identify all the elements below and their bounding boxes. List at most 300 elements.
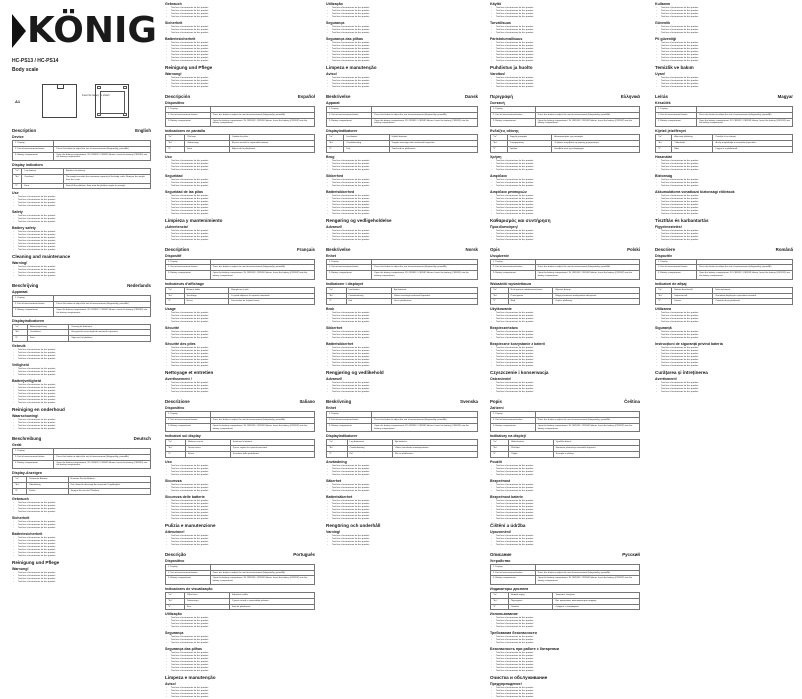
- table-cell: Surcharge: [184, 293, 229, 299]
- table-cell: Schwache Batterie: [27, 477, 68, 483]
- list-item: - Text line of instructions for this product.: [496, 541, 640, 544]
- table-cell: "Err": [327, 293, 347, 299]
- table-cell: "0": [166, 451, 186, 457]
- section-heading: Kullanım: [655, 2, 671, 6]
- table-cell: 1. Display: [166, 259, 211, 265]
- list-item: - Text line of instructions for this product.: [332, 213, 478, 216]
- list-item: - Text line of instructions for this product.: [171, 32, 315, 35]
- list-item: - Text line of instructions for this product.: [332, 334, 478, 337]
- table-cell: Le poids dépasse la capacité maximale.: [229, 293, 315, 299]
- list-item: - Text line of instructions for this product.: [661, 166, 793, 169]
- language-section-header: [490, 94, 640, 99]
- list-item: - Text line of instructions for this product.: [661, 26, 793, 29]
- list-item: - Text line of instructions for this product.: [332, 544, 478, 547]
- language-section: [326, 94, 478, 242]
- list-item: - Text line of instructions for this product.: [332, 538, 478, 541]
- table-cell: Vervang de batterijen.: [69, 324, 151, 330]
- list-item: - Text line of instructions for this product.: [18, 578, 151, 581]
- list-item: - Text line of instructions for this product.: [171, 77, 315, 80]
- indicators-heading: Indicateurs d'affichage: [165, 281, 204, 286]
- language-section: [12, 283, 151, 431]
- list-item: - Text line of instructions for this product.: [171, 670, 315, 673]
- device-heading: Apparaat: [12, 290, 28, 295]
- language-section: [490, 94, 640, 242]
- section-heading: Gebrauch: [12, 496, 29, 501]
- table-cell: Open the battery compartment. 3V CR2032 / CR2032 lithium. Insert the battery (CR2032) into the battery compartment.: [372, 118, 478, 127]
- section-heading: Puhdistus ja huolto: [490, 65, 533, 70]
- table-cell: Fejl: [344, 146, 389, 152]
- table-cell: Вес превышает максимальную нагрузку.: [553, 598, 640, 604]
- bullet-list: [332, 42, 478, 63]
- list-item: - Text line of instructions for this product.: [496, 51, 640, 54]
- device-table: [490, 411, 640, 432]
- table-cell: 1. Display: [656, 107, 697, 113]
- list-item: - Text line of instructions for this product.: [496, 195, 640, 198]
- product-name: Body scale: [12, 67, 39, 73]
- section-heading: Utilização: [326, 2, 343, 6]
- table-cell: A súly meghaladja a maximális kapacitást.: [713, 140, 793, 146]
- device-heading: Dispositivo: [165, 406, 185, 411]
- section-heading: Nettoyage et entretien: [165, 370, 214, 376]
- section-heading: Cleaning and maintenance: [12, 254, 71, 260]
- section-heading: Warning!: [12, 261, 28, 266]
- list-item: - Text line of instructions for this product.: [496, 667, 640, 670]
- section-heading: Batterisikkerhet: [326, 342, 354, 347]
- bullet-list: [171, 26, 315, 35]
- list-item: - Text line of instructions for this product.: [171, 474, 315, 477]
- model-number: HC-PS13 / HC-PS14: [12, 58, 59, 64]
- device-heading: Dispositivo: [165, 101, 185, 105]
- language-section: [12, 128, 151, 278]
- section-heading: Warnung!: [165, 72, 182, 76]
- section-heading: Bezpieczeństwo: [490, 326, 518, 331]
- list-item: - Text line of instructions for this product.: [171, 512, 315, 515]
- list-item: - Text line of instructions for this product.: [496, 617, 640, 620]
- table-row: [13, 183, 151, 189]
- bullet-list: [171, 7, 315, 19]
- bullet-list: [171, 484, 315, 493]
- list-item: - Text line of instructions for this product.: [171, 696, 315, 699]
- indicators-table: [165, 439, 315, 457]
- table-cell: Press this button to adjust the unit of measurement (kilogram/kg, pound/lb): [54, 454, 151, 460]
- section-heading: Segurança das pilhas: [326, 37, 363, 41]
- list-item: - Text line of instructions for this product.: [661, 213, 793, 216]
- indicators-table: [655, 134, 793, 152]
- device-heading: Enhet: [326, 253, 336, 258]
- table-row: [656, 271, 793, 280]
- table-cell: Das Gewicht übersteigt die maximale Tragfähigkeit.: [68, 482, 150, 488]
- description-heading: Περιγραφή: [490, 94, 513, 99]
- list-item: - Text line of instructions for this product.: [18, 549, 151, 552]
- bullet-list: [332, 331, 478, 340]
- bullet-list: [496, 382, 640, 394]
- indicators-heading: Indikatorer i displayet: [326, 281, 364, 286]
- section-heading: Siguranţă: [655, 326, 672, 331]
- foot-icon: [97, 86, 101, 89]
- table-cell: 3. Battery compartment: [327, 271, 372, 280]
- table-cell: "Lo": [166, 440, 186, 446]
- list-item: - Text line of instructions for this product.: [332, 509, 478, 512]
- table-row: [166, 604, 315, 610]
- list-item: - Text line of instructions for this product.: [496, 337, 640, 340]
- table-cell: Ошибка: [508, 604, 553, 610]
- bullet-list: [332, 484, 478, 493]
- language-section: [490, 552, 640, 699]
- list-item: - Text line of instructions for this product.: [18, 537, 151, 540]
- section-heading: Čištění a údržba: [490, 522, 526, 528]
- list-item: - Text line of instructions for this product.: [332, 169, 478, 172]
- list-item: - Text line of instructions for this product.: [332, 474, 478, 477]
- list-item: - Text line of instructions for this product.: [18, 581, 151, 584]
- table-cell: Press this button to adjust the unit of measurement (kilogram/kg, pound/lb): [210, 417, 314, 423]
- table-cell: "Lo": [491, 440, 509, 446]
- foot-icon: [123, 113, 127, 116]
- section-heading: Brug: [326, 154, 335, 159]
- language-section: [165, 552, 315, 699]
- device-table: [490, 564, 640, 585]
- table-cell: Vægten overstiger den maksimale kapacitet.: [389, 140, 477, 146]
- table-cell: 2. Unit of measurement button: [13, 302, 54, 308]
- table-cell: Zejdź z platformy.: [553, 299, 640, 305]
- figure-caption: Insert the battery as shown: [82, 95, 110, 97]
- table-cell: Gå av plattformen.: [391, 299, 477, 305]
- list-item: - Text line of instructions for this product.: [171, 385, 315, 388]
- bullet-list: [18, 572, 151, 584]
- table-cell: Batteria scarica: [186, 440, 231, 446]
- table-cell: Open the battery compartment. 3V CR2032 / CR2032 lithium. Insert the battery (CR2032) into the battery compartment.: [210, 271, 314, 280]
- list-item: - Text line of instructions for this product.: [496, 487, 640, 490]
- list-item: - Text line of instructions for this product.: [171, 518, 315, 521]
- table-row: [327, 299, 478, 305]
- bullet-list: [18, 419, 151, 431]
- bullet-list: [18, 231, 151, 252]
- bullet-list: [18, 215, 151, 224]
- table-cell: Přetížení: [509, 446, 554, 452]
- list-item: - Text line of instructions for this product.: [18, 249, 151, 252]
- table-cell: 2. Unit of measurement button: [327, 265, 372, 271]
- table-cell: "0": [491, 299, 509, 305]
- list-item: - Text line of instructions for this product.: [18, 425, 151, 428]
- table-cell: 2. Unit of measurement button: [491, 112, 536, 118]
- list-item: - Text line of instructions for this product.: [18, 266, 151, 269]
- list-item: - Text line of instructions for this product.: [332, 230, 478, 233]
- list-item: - Text line of instructions for this product.: [18, 352, 151, 355]
- list-item: - Text line of instructions for this product.: [496, 163, 640, 166]
- list-item: - Text line of instructions for this product.: [171, 490, 315, 493]
- bullet-list: [496, 687, 640, 699]
- table-cell: Fehler: [27, 488, 68, 494]
- table-cell: Substitua a pilha.: [229, 592, 314, 598]
- list-item: - Text line of instructions for this product.: [661, 347, 793, 350]
- table-cell: Fout: [27, 336, 68, 342]
- list-item: - Text line of instructions for this product.: [171, 26, 315, 29]
- table-cell: Suprasarcină: [672, 293, 713, 299]
- language-section: [165, 2, 315, 89]
- section-heading: Curăţarea şi întreţinerea: [655, 370, 708, 376]
- table-cell: Replace the battery.: [63, 169, 150, 175]
- list-item: - Text line of instructions for this product.: [661, 163, 793, 166]
- list-item: - Text line of instructions for this product.: [171, 503, 315, 506]
- table-cell: 2. Unit of measurement button: [491, 417, 536, 423]
- list-item: - Text line of instructions for this product.: [496, 315, 640, 318]
- table-cell: 2. Unit of measurement button: [656, 112, 697, 118]
- bullet-list: [18, 384, 151, 405]
- table-cell: Step off the platform. Step onto the platform again to reweigh.: [63, 183, 150, 189]
- indicators-heading: Indicatori sul display: [165, 434, 201, 439]
- language-section-header: [655, 247, 793, 252]
- section-heading: Reiniging en onderhoud: [12, 406, 65, 412]
- section-heading: Uso: [165, 154, 172, 159]
- list-item: - Text line of instructions for this product.: [332, 160, 478, 163]
- table-cell: Overbelast: [27, 330, 68, 336]
- language-label: Español: [297, 94, 315, 99]
- list-item: - Text line of instructions for this product.: [496, 664, 640, 667]
- table-cell: Låg batterinivå: [347, 440, 392, 446]
- list-item: - Text line of instructions for this product.: [171, 312, 315, 315]
- table-row: [656, 146, 793, 152]
- description-heading: Beskrivelse: [326, 94, 351, 99]
- section-heading: Käyttö: [490, 2, 502, 6]
- table-cell: Press this button to adjust the unit of measurement (kilogram/kg, pound/lb): [697, 112, 793, 118]
- table-cell: Press this button to adjust the unit of measurement (kilogram/kg, pound/lb): [697, 265, 793, 271]
- table-cell: Ersetzen Sie die Batterie.: [68, 477, 150, 483]
- list-item: - Text line of instructions for this product.: [496, 201, 640, 204]
- section-heading: Sikkerhed: [326, 173, 344, 178]
- list-item: - Text line of instructions for this product.: [661, 230, 793, 233]
- table-cell: "Lo": [166, 592, 185, 598]
- list-item: - Text line of instructions for this product.: [171, 652, 315, 655]
- table-cell: Open the battery compartment. 3V CR2032 / CR2032 lithium. Insert the battery (CR2032) into the battery compartment.: [210, 118, 314, 127]
- table-row: [13, 307, 151, 316]
- list-item: - Text line of instructions for this product.: [496, 331, 640, 334]
- list-item: - Text line of instructions for this product.: [496, 503, 640, 506]
- table-cell: Press this button to adjust the unit of measurement (kilogram/kg, pound/lb): [535, 570, 639, 576]
- list-item: - Text line of instructions for this product.: [496, 83, 640, 86]
- bullet-list: [496, 42, 640, 63]
- section-heading: Användning: [326, 459, 347, 464]
- table-cell: "Err": [13, 482, 27, 488]
- device-heading: Gerät: [12, 442, 22, 447]
- table-cell: Hmotnost překračuje maximální kapacitu.: [553, 446, 639, 452]
- section-heading: Предупреждение!: [490, 682, 522, 687]
- table-cell: "Err": [166, 446, 186, 452]
- bullet-list: [18, 502, 151, 514]
- table-cell: Saia da plataforma.: [229, 604, 314, 610]
- bullet-list: [332, 535, 478, 547]
- language-label: Română: [775, 246, 793, 252]
- table-cell: Overbelastning: [346, 293, 391, 299]
- section-heading: Varoitus!: [490, 72, 506, 76]
- list-item: - Text line of instructions for this product.: [496, 210, 640, 213]
- list-item: - Text line of instructions for this product.: [171, 658, 315, 661]
- section-heading: Sikkerhet: [326, 326, 343, 331]
- list-item: - Text line of instructions for this product.: [332, 57, 478, 60]
- list-item: - Text line of instructions for this product.: [171, 204, 315, 207]
- section-heading: Sicurezza delle batterie: [165, 494, 205, 499]
- section-heading: Segurança das pilhas: [165, 647, 202, 652]
- list-item: - Text line of instructions for this product.: [171, 182, 315, 185]
- list-item: - Text line of instructions for this product.: [496, 636, 640, 639]
- list-item: - Text line of instructions for this product.: [661, 385, 793, 388]
- list-item: - Text line of instructions for this product.: [171, 7, 315, 10]
- list-item: - Text line of instructions for this product.: [496, 670, 640, 673]
- list-item: - Text line of instructions for this product.: [171, 356, 315, 359]
- section-heading: Sicherheit: [165, 21, 183, 25]
- section-heading: Ασφάλεια μπαταριών: [490, 189, 527, 194]
- bullet-list: [171, 331, 315, 340]
- indicators-table: [326, 439, 478, 457]
- table-cell: Το βάρος υπερβαίνει τη μέγιστη χωρητικότητα.: [552, 140, 640, 146]
- list-item: - Text line of instructions for this product.: [18, 419, 151, 422]
- indicators-table: [12, 476, 151, 494]
- language-label: Norsk: [465, 246, 478, 252]
- table-cell: "Lo": [13, 477, 27, 483]
- table-cell: 3. Battery compartment: [13, 307, 54, 316]
- section-heading: Limpieza y mantenimiento: [165, 217, 223, 223]
- bullet-list: [18, 266, 151, 278]
- list-item: - Text line of instructions for this product.: [496, 518, 640, 521]
- list-item: - Text line of instructions for this product.: [661, 353, 793, 356]
- table-cell: 1. Display: [166, 412, 211, 418]
- indicators-table: [490, 287, 640, 305]
- list-item: - Text line of instructions for this product.: [18, 205, 151, 208]
- section-heading: Sicurezza: [165, 478, 182, 483]
- table-cell: 1. Display: [327, 412, 372, 418]
- list-item: - Text line of instructions for this product.: [18, 505, 151, 508]
- table-cell: Vekten overstiger maksimal kapasitet.: [391, 293, 477, 299]
- table-cell: Lavt batteri: [344, 135, 389, 141]
- table-cell: Open the battery compartment. 3V CR2032 / CR2032 lithium. Insert the battery (CR2032) into the battery compartment.: [535, 118, 639, 127]
- table-row: [166, 146, 315, 152]
- list-item: - Text line of instructions for this product.: [496, 353, 640, 356]
- list-item: - Text line of instructions for this product.: [661, 45, 793, 48]
- list-item: - Text line of instructions for this product.: [661, 179, 793, 182]
- list-item: - Text line of instructions for this product.: [171, 617, 315, 620]
- table-row: [327, 423, 478, 432]
- list-item: - Text line of instructions for this product.: [171, 468, 315, 471]
- table-row: [13, 460, 151, 469]
- list-item: - Text line of instructions for this product.: [18, 196, 151, 199]
- list-item: - Text line of instructions for this product.: [171, 163, 315, 166]
- language-label: Português: [293, 551, 315, 557]
- table-cell: "Lo": [491, 135, 508, 141]
- list-item: - Text line of instructions for this product.: [496, 690, 640, 693]
- list-item: - Text line of instructions for this product.: [496, 185, 640, 188]
- brand-wordmark: KÖNIG: [27, 10, 157, 51]
- list-item: - Text line of instructions for this product.: [18, 390, 151, 393]
- list-item: - Text line of instructions for this product.: [332, 13, 478, 16]
- table-cell: "0": [327, 146, 344, 152]
- indicators-heading: Kijelző jelzőfényei: [655, 129, 686, 134]
- list-item: - Text line of instructions for this product.: [496, 535, 640, 538]
- list-item: - Text line of instructions for this product.: [332, 179, 478, 182]
- section-heading: Sécurité des piles: [165, 342, 196, 347]
- section-heading: Очистка и обслуживание: [490, 675, 548, 681]
- language-label: Svenska: [460, 399, 478, 405]
- list-item: - Text line of instructions for this product.: [18, 272, 151, 275]
- table-cell: Open the battery compartment. 3V CR2032 / CR2032 lithium. Insert the battery (CR2032) into the battery compartment.: [535, 576, 639, 585]
- bullet-list: [332, 382, 478, 394]
- table-row: [166, 451, 315, 457]
- list-item: - Text line of instructions for this product.: [171, 484, 315, 487]
- list-item: - Text line of instructions for this product.: [332, 195, 478, 198]
- list-item: - Text line of instructions for this product.: [332, 385, 478, 388]
- language-section-header: [12, 436, 151, 441]
- language-label: Nederlands: [127, 283, 151, 289]
- list-item: - Text line of instructions for this product.: [18, 374, 151, 377]
- section-heading: Seguridad de las pilas: [165, 189, 203, 194]
- list-item: - Text line of instructions for this product.: [332, 318, 478, 321]
- section-heading: Batterisikkerhed: [326, 189, 355, 194]
- list-item: - Text line of instructions for this product.: [661, 204, 793, 207]
- table-cell: Sobrecarga: [185, 140, 230, 146]
- table-cell: Open the battery compartment. 3V CR2032 / CR2032 lithium. Insert the battery (CR2032) into the battery compartment.: [697, 118, 793, 127]
- bullet-list: [171, 347, 315, 368]
- list-item: - Text line of instructions for this product.: [661, 321, 793, 324]
- section-heading: Seguridad: [165, 173, 183, 178]
- list-item: - Text line of instructions for this product.: [661, 51, 793, 54]
- table-cell: "Err": [13, 330, 28, 336]
- list-item: - Text line of instructions for this product.: [18, 368, 151, 371]
- table-cell: Open the battery compartment. 3V CR2032 / CR2032 lithium. Insert the battery (CR2032) into the battery compartment.: [54, 307, 151, 316]
- table-cell: 3. Battery compartment: [327, 118, 372, 127]
- list-item: - Text line of instructions for this product.: [18, 572, 151, 575]
- list-item: - Text line of instructions for this product.: [18, 275, 151, 278]
- bullet-list: [18, 368, 151, 377]
- table-cell: "0": [13, 336, 28, 342]
- list-item: - Text line of instructions for this product.: [496, 318, 640, 321]
- table-row: [327, 118, 478, 127]
- device-table: [490, 259, 640, 280]
- section-heading: Waarschuwing!: [12, 413, 39, 418]
- table-cell: 3. Battery compartment: [166, 423, 211, 432]
- list-item: - Text line of instructions for this product.: [496, 359, 640, 362]
- list-item: - Text line of instructions for this product.: [171, 42, 315, 45]
- section-heading: Usage: [165, 307, 176, 312]
- table-cell: Pila baja: [185, 135, 230, 141]
- table-cell: "Err": [491, 598, 509, 604]
- table-row: [13, 336, 151, 342]
- product-figure: [12, 79, 151, 123]
- table-cell: 2. Unit of measurement button: [166, 265, 211, 271]
- list-item: - Text line of instructions for this product.: [171, 10, 315, 13]
- section-heading: Gebrauch: [165, 2, 182, 6]
- table-row: [13, 152, 151, 161]
- table-cell: Open the battery compartment. 3V CR2032 / CR2032 lithium. Insert the battery (CR2032) into the battery compartment.: [535, 423, 639, 432]
- list-item: - Text line of instructions for this product.: [18, 402, 151, 405]
- section-heading: Χρήση: [490, 154, 502, 159]
- table-cell: "Err": [656, 140, 672, 146]
- bullet-list: [332, 179, 478, 188]
- bullet-list: [171, 617, 315, 629]
- table-cell: 3. Battery compartment: [491, 576, 536, 585]
- section-heading: Bezpieczne korzystanie z baterii: [490, 342, 545, 347]
- list-item: - Text line of instructions for this product.: [171, 465, 315, 468]
- table-cell: 3. Battery compartment: [656, 271, 697, 280]
- table-cell: Низкий заряд: [508, 592, 553, 598]
- bullet-list: [496, 312, 640, 324]
- bullet-list: [18, 521, 151, 530]
- list-item: - Text line of instructions for this product.: [332, 16, 478, 19]
- list-item: - Text line of instructions for this product.: [18, 384, 151, 387]
- list-item: - Text line of instructions for this product.: [496, 32, 640, 35]
- list-item: - Text line of instructions for this product.: [661, 350, 793, 353]
- bullet-list: [171, 500, 315, 521]
- list-item: - Text line of instructions for this product.: [496, 10, 640, 13]
- table-row: [491, 118, 640, 127]
- list-item: - Text line of instructions for this product.: [171, 60, 315, 63]
- list-item: - Text line of instructions for this product.: [332, 45, 478, 48]
